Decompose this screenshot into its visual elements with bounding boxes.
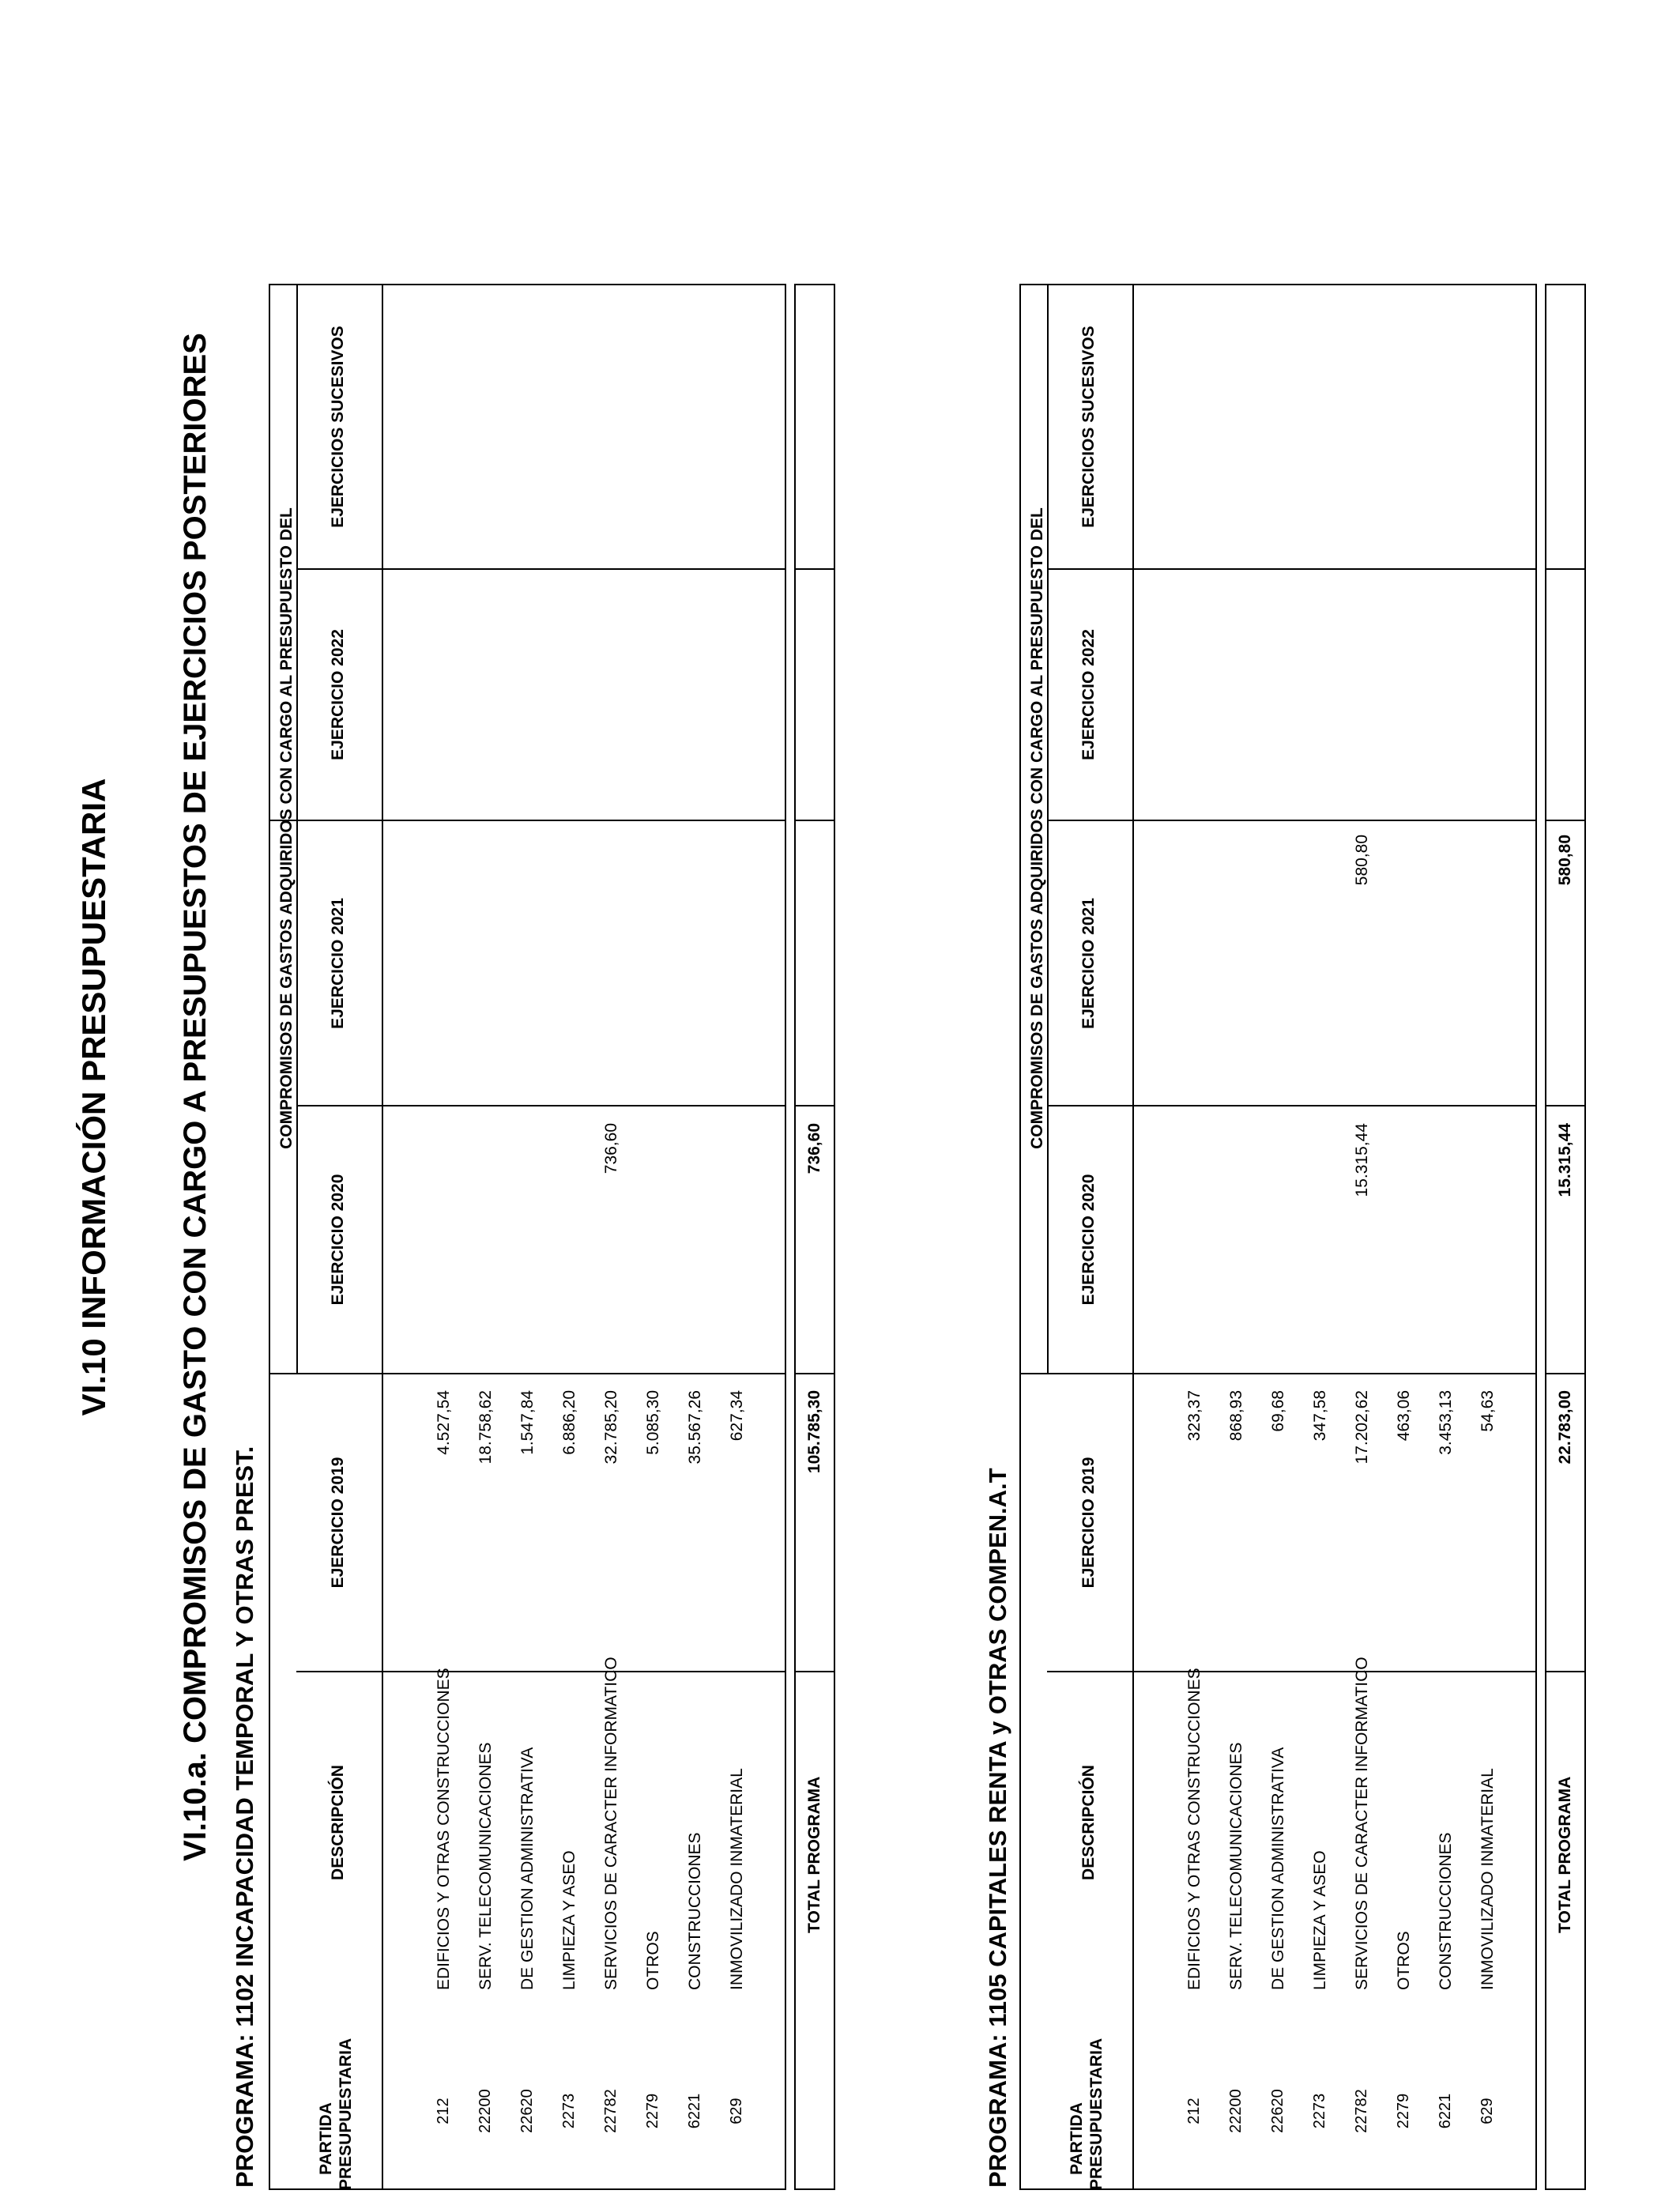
descripcion-header: DESCRIPCIÓN — [1079, 1765, 1098, 1880]
row-description: LIMPIEZA Y ASEO — [1311, 1850, 1329, 1990]
row-amount-2019: 17.202,62 — [1353, 1390, 1371, 1465]
row-amount-2020: 15.315,44 — [1353, 1123, 1371, 1197]
row-amount-2019: 347,58 — [1311, 1390, 1329, 1442]
ejercicios-sucesivos-header: EJERCICIOS SUCESIVOS — [329, 326, 347, 528]
row-description: INMOVILIZADO INMATERIAL — [1478, 1768, 1497, 1990]
row-description: DE GESTION ADMINISTRATIVA — [518, 1747, 537, 1990]
row-amount-2019: 69,68 — [1269, 1390, 1287, 1432]
row-description: OTROS — [644, 1931, 662, 1990]
ejercicio-2020-header: EJERCICIO 2020 — [329, 1174, 347, 1306]
row-amount-2019: 463,06 — [1395, 1390, 1413, 1442]
descripcion-header: DESCRIPCIÓN — [329, 1765, 347, 1880]
row-code: 22782 — [602, 2089, 620, 2133]
row-code: 22620 — [518, 2089, 536, 2133]
partida-header: PARTIDA PRESUPUESTARIA — [1068, 2038, 1106, 2190]
row-code: 2273 — [1311, 2093, 1328, 2129]
row-description: SERV. TELECOMUNICACIONES — [477, 1742, 495, 1990]
ejercicio-2019-header: EJERCICIO 2019 — [329, 1457, 347, 1589]
page-subtitle: VI.10.a. COMPROMISOS DE GASTO CON CARGO A PRESUPUESTOS DE EJERCICIOS POSTERIORES — [178, 333, 213, 1861]
ejercicio-2021-header: EJERCICIO 2021 — [329, 898, 347, 1029]
ejercicios-sucesivos-header: EJERCICIOS SUCESIVOS — [1079, 326, 1098, 528]
row-description: EDIFICIOS Y OTRAS CONSTRUCCIONES — [1185, 1668, 1203, 1990]
row-code: 2279 — [644, 2093, 661, 2129]
commitments-header: COMPROMISOS DE GASTOS ADQUIRIDOS CON CARGO AL PRESUPUESTO DEL — [1028, 507, 1046, 1149]
page-title: VI.10 INFORMACIÓN PRESUPUESTARIA — [75, 778, 112, 1416]
total-2019: 22.783,00 — [1556, 1390, 1574, 1465]
row-amount-2020: 736,60 — [602, 1123, 620, 1174]
row-description: OTROS — [1395, 1931, 1413, 1990]
row-description: SERVICIOS DE CARACTER INFORMATICO — [602, 1657, 620, 1990]
row-description: SERV. TELECOMUNICACIONES — [1227, 1742, 1245, 1990]
row-description: EDIFICIOS Y OTRAS CONSTRUCCIONES — [435, 1668, 453, 1990]
ejercicio-2022-header: EJERCICIO 2022 — [329, 629, 347, 760]
program-label: PROGRAMA: 1105 CAPITALES RENTA y OTRAS COMPEN.A.T — [984, 1468, 1011, 2188]
row-amount-2019: 1.547,84 — [518, 1390, 537, 1455]
partida-header: PARTIDA PRESUPUESTARIA — [317, 2038, 355, 2190]
ejercicio-2020-header: EJERCICIO 2020 — [1079, 1174, 1098, 1306]
row-code: 212 — [1185, 2098, 1203, 2124]
row-amount-2019: 18.758,62 — [477, 1390, 495, 1465]
row-amount-2019: 868,93 — [1227, 1390, 1245, 1442]
total-2019: 105.785,30 — [805, 1390, 823, 1474]
commitments-header: COMPROMISOS DE GASTOS ADQUIRIDOS CON CARGO AL PRESUPUESTO DEL — [277, 507, 296, 1149]
row-amount-2019: 323,37 — [1185, 1390, 1203, 1442]
row-description: INMOVILIZADO INMATERIAL — [728, 1768, 746, 1990]
row-amount-2019: 54,63 — [1478, 1390, 1497, 1432]
row-amount-2019: 627,34 — [728, 1390, 746, 1442]
total-label: TOTAL PROGRAMA — [805, 1776, 823, 1933]
row-description: DE GESTION ADMINISTRATIVA — [1269, 1747, 1287, 1990]
row-code: 212 — [435, 2098, 452, 2124]
row-code: 22620 — [1269, 2089, 1286, 2133]
ejercicio-2022-header: EJERCICIO 2022 — [1079, 629, 1098, 760]
total-label: TOTAL PROGRAMA — [1556, 1776, 1574, 1933]
row-description: CONSTRUCCIONES — [686, 1832, 704, 1990]
row-code: 22200 — [477, 2089, 494, 2133]
row-description: CONSTRUCCIONES — [1437, 1832, 1455, 1990]
row-code: 22782 — [1353, 2089, 1370, 2133]
ejercicio-2021-header: EJERCICIO 2021 — [1079, 898, 1098, 1029]
row-code: 2279 — [1395, 2093, 1412, 2129]
row-amount-2021: 580,80 — [1353, 835, 1371, 886]
row-code: 6221 — [686, 2093, 703, 2129]
total-2020: 736,60 — [805, 1123, 823, 1174]
row-amount-2019: 6.886,20 — [560, 1390, 578, 1455]
total-2020: 15.315,44 — [1556, 1123, 1574, 1197]
row-amount-2019: 5.085,30 — [644, 1390, 662, 1455]
row-amount-2019: 3.453,13 — [1437, 1390, 1455, 1455]
row-code: 22200 — [1227, 2089, 1245, 2133]
row-amount-2019: 32.785,20 — [602, 1390, 620, 1465]
row-amount-2019: 4.527,54 — [435, 1390, 453, 1455]
row-code: 629 — [728, 2098, 745, 2124]
row-code: 629 — [1478, 2098, 1496, 2124]
row-code: 6221 — [1437, 2093, 1454, 2129]
ejercicio-2019-header: EJERCICIO 2019 — [1079, 1457, 1098, 1589]
row-description: LIMPIEZA Y ASEO — [560, 1850, 578, 1990]
row-amount-2019: 35.567,26 — [686, 1390, 704, 1465]
row-description: SERVICIOS DE CARACTER INFORMATICO — [1353, 1657, 1371, 1990]
row-code: 2273 — [560, 2093, 578, 2129]
total-2021: 580,80 — [1556, 835, 1574, 886]
program-label: PROGRAMA: 1102 INCAPACIDAD TEMPORAL Y OTRAS PREST. — [231, 1446, 258, 2188]
